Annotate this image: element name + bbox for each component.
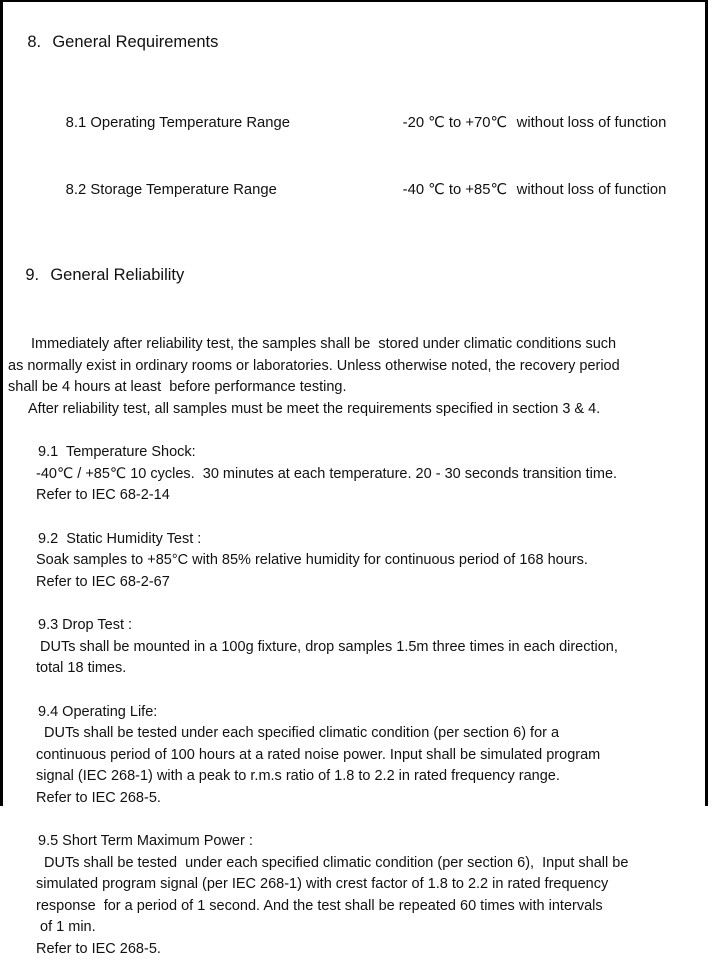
subsection-9-2-line-1: Soak samples to +85°C with 85% relative humidity for continuous period of 168 hours. (36, 550, 705, 572)
subsection-9-2-heading: 9.2 Static Humidity Test : (36, 529, 705, 551)
subsection-9-3-line-1: DUTs shall be mounted in a 100g fixture, drop samples 1.5m three times in each direction, (36, 637, 705, 659)
intro-line-1: Immediately after reliability test, the samples shall be stored under climatic conditions such (8, 334, 705, 356)
section-8-number: 8. (27, 32, 52, 52)
subsection-9-2-line-2: Refer to IEC 68-2-67 (36, 572, 705, 594)
temperature-spec-table (41, 89, 705, 224)
subsection-9-5-heading: 9.5 Short Term Maximum Power : (36, 831, 705, 853)
subsection-9-4-heading: 9.4 Operating Life: (36, 702, 705, 724)
subsection-9-3-line-2: total 18 times. (36, 658, 705, 680)
subsection-9-5-line-3: response for a period of 1 second. And the test shall be repeated 60 times with intervals (36, 896, 705, 918)
subsection-9-5-line-5: Refer to IEC 268-5. (36, 939, 705, 960)
subsection-9-4-line-1: DUTs shall be tested under each specified climatic condition (per section 6) for a (36, 723, 705, 745)
subsection-9-4-line-3: signal (IEC 268-1) with a peak to r.m.s ratio of 1.8 to 2.2 in rated frequency range. (36, 766, 705, 788)
section-9-title: General Reliability (50, 266, 184, 284)
spec-row-storage-temperature (41, 157, 705, 225)
subsection-9-3-drop-test (36, 615, 705, 680)
subsection-9-2-static-humidity (36, 529, 705, 594)
subsection-9-5-line-1: DUTs shall be tested under each specified climatic condition (per section 6), Input shall be (36, 853, 705, 875)
intro-line-3: shall be 4 hours at least before performance testing. (8, 377, 705, 399)
subsection-9-4-line-4: Refer to IEC 268-5. (36, 788, 705, 810)
spec-value-operating-temperature: -20 ℃ to +70℃ (403, 112, 517, 135)
spec-note-storage-temperature: without loss of function (517, 182, 667, 198)
subsection-9-5-line-2: simulated program signal (per IEC 268-1) with crest factor of 1.8 to 2.2 in rated frequency (36, 874, 705, 896)
reliability-intro-paragraph (8, 334, 705, 420)
subsection-9-5-line-4: of 1 min. (36, 917, 705, 939)
subsection-9-1-line-1: -40℃ / +85℃ 10 cycles. 30 minutes at each temperature. 20 - 30 seconds transition time. (36, 464, 705, 486)
subsection-9-3-heading: 9.3 Drop Test : (36, 615, 705, 637)
section-9-number: 9. (25, 265, 50, 285)
subsection-9-1-temperature-shock (36, 442, 705, 507)
subsection-9-5-short-term-max-power (36, 831, 705, 960)
spec-label-storage-temperature: 8.2 Storage Temperature Range (66, 179, 403, 202)
section-8-heading (3, 12, 705, 72)
subsection-9-1-line-2: Refer to IEC 68-2-14 (36, 485, 705, 507)
subsection-9-4-line-2: continuous period of 100 hours at a rated noise power. Input shall be simulated program (36, 745, 705, 767)
section-8-title: General Requirements (52, 33, 218, 51)
subsection-9-1-heading: 9.1 Temperature Shock: (36, 442, 705, 464)
spec-value-storage-temperature: -40 ℃ to +85℃ (403, 179, 517, 202)
intro-line-2: as normally exist in ordinary rooms or laboratories. Unless otherwise noted, the recovery period (8, 356, 705, 378)
spec-label-operating-temperature: 8.1 Operating Temperature Range (66, 112, 403, 135)
spec-note-operating-temperature: without loss of function (517, 115, 667, 131)
intro-line-4: After reliability test, all samples must be meet the requirements specified in section 3 & 4. (8, 399, 705, 421)
subsection-9-4-operating-life (36, 702, 705, 810)
spec-row-operating-temperature (41, 89, 705, 157)
section-9-heading (3, 245, 705, 305)
